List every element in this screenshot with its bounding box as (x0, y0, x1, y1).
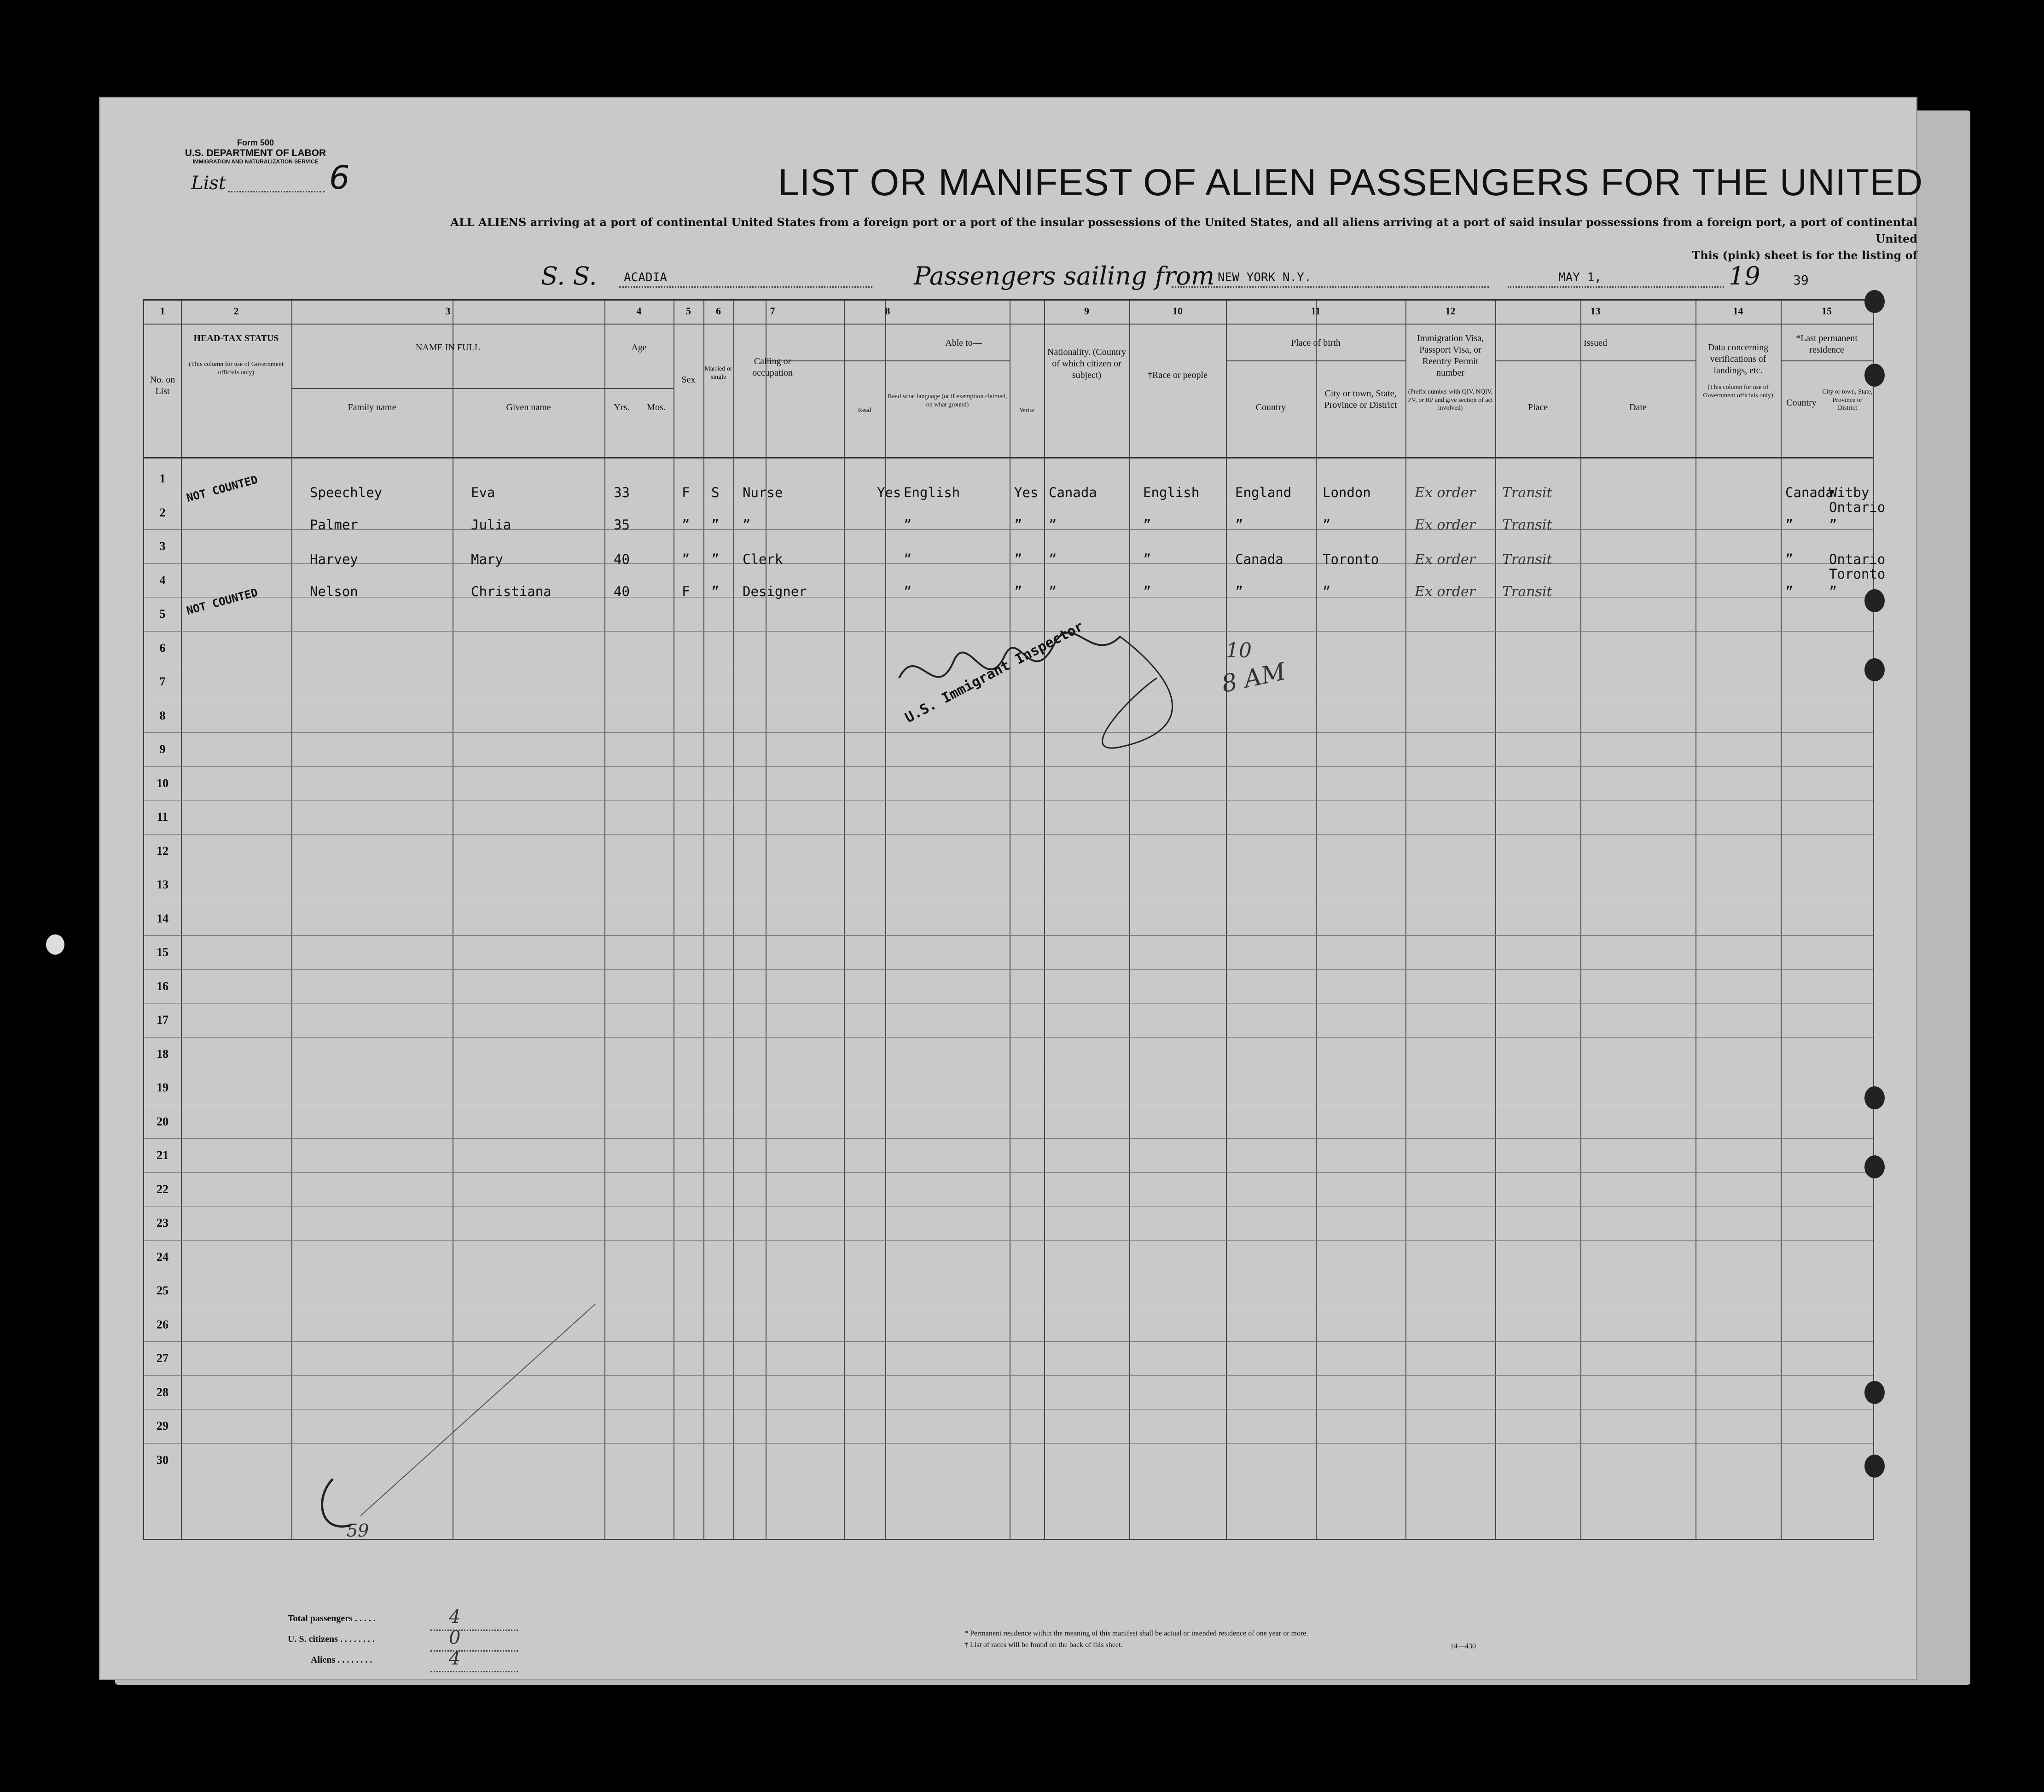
binder-hole (1864, 1381, 1885, 1404)
row-rule (144, 766, 1873, 767)
passenger-res-city1: Witby (1829, 485, 1870, 500)
row-number: 3 (159, 539, 166, 553)
inspector-time-note: 10 (1226, 639, 1252, 662)
row-number: 18 (157, 1047, 168, 1061)
intro-line-1: ALL ALIENS arriving at a port of continental United States from a foreign port or a port of the insular possessions of the United States, and all aliens arriving at a port of said insular possessions from a foreign port, a port of continental United (450, 215, 1917, 245)
binder-hole (1864, 364, 1885, 387)
list-underline (228, 191, 325, 192)
header-calling: Calling or occupation (752, 356, 793, 378)
us-citizens-value: 0 (449, 1627, 461, 1648)
column-number: 14 (1733, 305, 1743, 317)
passenger-race: ” (1143, 517, 1151, 533)
passenger-write: ” (1014, 551, 1022, 567)
year-suffix: 39 (1793, 273, 1809, 288)
year-prefix: 19 (1729, 261, 1760, 290)
row-number: 1 (159, 472, 166, 485)
col-divider (1405, 301, 1406, 1539)
total-passengers-label: Total passengers . . . . . (288, 1613, 376, 1624)
header-yrs: Yrs. (614, 402, 630, 412)
page-title: LIST OR MANIFEST OF ALIEN PASSENGERS FOR THE UNITED (778, 162, 1923, 203)
passenger-age: 33 (614, 485, 630, 500)
passenger-age: 35 (614, 517, 630, 533)
binder-hole (1864, 290, 1885, 313)
passenger-nationality: Canada (1049, 485, 1097, 500)
passenger-married: ” (711, 517, 720, 533)
col-divider (703, 301, 704, 1539)
intro-text (444, 214, 1917, 264)
header-race: †Race or people (1148, 370, 1208, 380)
row-number: 23 (157, 1216, 168, 1229)
header-write: Write (1019, 407, 1034, 414)
header-no-on-list: No. on List (150, 375, 175, 396)
passenger-sex: ” (682, 551, 690, 567)
passenger-race: English (1143, 485, 1200, 500)
not-counted-stamp: NOT COUNTED (185, 473, 259, 505)
header-head-tax-note: (This column for use of Government officials only) (189, 361, 284, 376)
manifest-table (143, 299, 1886, 1541)
sailing-label: Passengers sailing from (914, 261, 1215, 290)
row-number: 9 (159, 742, 166, 756)
header-head-tax: HEAD-TAX STATUS (193, 333, 279, 343)
passenger-given: Mary (471, 551, 503, 567)
row-number: 26 (157, 1317, 168, 1331)
passenger-race: ” (1143, 584, 1151, 599)
binder-hole (1864, 658, 1885, 681)
column-number: 4 (636, 305, 642, 317)
passenger-write: ” (1014, 517, 1022, 533)
header-birth-city: City or town, State, Province or District (1324, 389, 1397, 410)
column-number: 8 (885, 305, 890, 317)
row-number: 22 (157, 1182, 168, 1196)
passenger-birth-country: ” (1235, 517, 1243, 533)
form-code: 14—430 (1450, 1642, 1476, 1650)
header-issued: Issued (1583, 338, 1608, 348)
passenger-birth-city: ” (1323, 517, 1331, 533)
col-divider (733, 301, 734, 1539)
passenger-res-city1: Ontario (1829, 551, 1886, 567)
col-divider (1044, 301, 1045, 1539)
passenger-given: Eva (471, 485, 495, 500)
row-number: 8 (159, 708, 166, 722)
col-divider (844, 301, 845, 1539)
passenger-married: ” (711, 551, 720, 567)
row-number: 10 (157, 776, 168, 790)
row-number: 28 (157, 1385, 168, 1399)
row-number: 17 (157, 1013, 168, 1026)
row-number: 16 (157, 979, 168, 993)
passenger-write: Yes (1014, 485, 1039, 500)
manifest-sheet (99, 97, 1923, 1680)
header-sex: Sex (681, 375, 696, 385)
header-issued-place: Place (1527, 402, 1548, 412)
passenger-issued-place: Transit (1502, 584, 1552, 600)
header-family-name: Family name (348, 402, 396, 412)
margin-pencil-mark (282, 1221, 697, 1553)
passenger-nationality: ” (1049, 584, 1057, 599)
passenger-age: 40 (614, 584, 630, 599)
row-rule (144, 935, 1873, 936)
header-issued-date: Date (1629, 402, 1647, 412)
row-rule (144, 1172, 1873, 1173)
passenger-married: ” (711, 584, 720, 599)
header-data-note: (This column for use of Government officials only) (1703, 384, 1773, 399)
header-birth-country: Country (1255, 402, 1286, 412)
binder-hole (1864, 1455, 1885, 1478)
passenger-calling: Clerk (743, 551, 783, 567)
paper-fragment (46, 934, 64, 955)
header-bottom (144, 457, 1873, 458)
port-dotted-line (1172, 286, 1489, 288)
column-number: 11 (1311, 305, 1321, 317)
passenger-res-country: ” (1785, 584, 1794, 599)
footnote-races: † List of races will be found on the back of this sheet. (964, 1641, 1123, 1649)
column-number: 7 (770, 305, 775, 317)
passenger-language: ” (904, 584, 912, 599)
passenger-issued-place: Transit (1502, 551, 1552, 568)
footer (99, 1537, 1917, 1680)
aliens-value: 4 (449, 1648, 461, 1669)
list-number: 6 (329, 159, 350, 197)
passenger-birth-country: ” (1235, 584, 1243, 599)
sailing-date: MAY 1, (1558, 271, 1602, 284)
intro-line-2: This (pink) sheet is for the listing of (1692, 249, 1917, 262)
passenger-visa: Ex order (1415, 551, 1476, 568)
list-label: List (191, 173, 226, 194)
birth-subdivider (1226, 360, 1405, 361)
total-passengers-value: 4 (449, 1606, 461, 1628)
row-number: 14 (157, 911, 168, 925)
passenger-nationality: ” (1049, 551, 1057, 567)
aliens-label: Aliens . . . . . . . . (311, 1655, 372, 1665)
aliens-line (430, 1671, 518, 1672)
passenger-res-city2: Ontario (1829, 499, 1886, 515)
passenger-calling: Nurse (743, 485, 783, 500)
row-rule (144, 1138, 1873, 1139)
row-number: 30 (157, 1453, 168, 1467)
us-citizens-label: U. S. citizens . . . . . . . . (288, 1634, 375, 1644)
column-number: 1 (160, 305, 165, 317)
header-able-to: Able to— (945, 338, 982, 348)
header-age: Age (631, 342, 647, 353)
row-number: 19 (157, 1081, 168, 1094)
row-number: 20 (157, 1114, 168, 1128)
col-divider (1495, 301, 1496, 1539)
inspector-stamp: U.S. Immigrant Inspector (902, 618, 1086, 726)
passenger-res-country: ” (1785, 551, 1794, 567)
passenger-given: Christiana (471, 584, 552, 599)
name-subdivider (291, 388, 604, 389)
passenger-res-city2: Toronto (1829, 566, 1886, 582)
column-number: 3 (445, 305, 451, 317)
footnote-residence: * Permanent residence within the meaning of this manifest shall be actual or intended residence of one year or more. (964, 1630, 1308, 1637)
port-name: NEW YORK N.Y. (1218, 271, 1312, 284)
row-number: 13 (157, 878, 168, 891)
issued-subdivider (1495, 360, 1696, 361)
col-divider (1580, 301, 1581, 1539)
form-number: Form 500 (237, 138, 274, 147)
row-number: 7 (159, 675, 166, 688)
passenger-calling: ” (743, 517, 751, 533)
inspector-time-note: 8 AM (1219, 658, 1289, 698)
passenger-res-city1: ” (1829, 517, 1837, 533)
row-number: 6 (159, 641, 166, 655)
header-place-of-birth: Place of birth (1291, 338, 1341, 348)
passenger-family: Harvey (310, 551, 358, 567)
passenger-sex: F (682, 485, 690, 500)
passenger-issued-place: Transit (1502, 517, 1552, 533)
passenger-married: S (711, 485, 720, 500)
ship-dotted-line (619, 286, 872, 288)
citizens-line (430, 1650, 518, 1652)
binder-hole (1864, 1086, 1885, 1109)
row-number: 24 (157, 1250, 168, 1264)
row-number: 25 (157, 1284, 168, 1297)
department-name: U.S. DEPARTMENT OF LABOR (185, 147, 326, 158)
passenger-birth-country: England (1235, 485, 1292, 500)
column-number: 5 (686, 305, 691, 317)
age-subdivider (604, 388, 674, 389)
passenger-sex: ” (682, 517, 690, 533)
row-number: 12 (157, 844, 168, 858)
column-number: 6 (716, 305, 721, 317)
row-number: 27 (157, 1351, 168, 1365)
passenger-issued-place: Transit (1502, 485, 1552, 501)
passenger-visa: Ex order (1415, 485, 1476, 501)
residence-subdivider (1781, 360, 1873, 361)
header-res-city: City or town, State, Province or District (1822, 389, 1873, 412)
row-rule (144, 529, 1873, 530)
binder-hole (1864, 589, 1885, 612)
header-visa-note: (Prefix number with QIV, NQIV, PV, or RP and give section of act involved) (1408, 389, 1493, 412)
passenger-birth-city: ” (1323, 584, 1331, 599)
col-divider (1873, 301, 1874, 1539)
row-rule (144, 1037, 1873, 1038)
not-counted-stamp: NOT COUNTED (185, 586, 259, 618)
col-divider (1316, 301, 1317, 1539)
passenger-nationality: ” (1049, 517, 1057, 533)
header-read: Read (858, 407, 871, 414)
row-rule (144, 969, 1873, 970)
passenger-res-city1: ” (1829, 584, 1837, 599)
margin-number: 59 (347, 1520, 369, 1541)
header-mos: Mos. (647, 402, 666, 412)
passenger-write: ” (1014, 584, 1022, 599)
col-divider (1129, 301, 1130, 1539)
header-read-language: Read what language (or if exemption claimed, on what ground) (888, 393, 1007, 408)
col-divider (1781, 301, 1782, 1539)
passenger-res-country: ” (1785, 517, 1794, 533)
header-given-name: Given name (506, 402, 551, 412)
passenger-sex: F (682, 584, 690, 599)
passenger-calling: Designer (743, 584, 807, 599)
inspector-signature (881, 586, 1203, 761)
row-number: 11 (157, 810, 168, 824)
header-married: Married or single (704, 365, 732, 381)
header-divider (144, 324, 1873, 325)
passenger-res-country: Canada (1785, 485, 1834, 500)
passenger-read: Yes (877, 485, 901, 500)
column-number: 12 (1445, 305, 1456, 317)
passenger-family: Nelson (310, 584, 358, 599)
passenger-age: 40 (614, 551, 630, 567)
row-number: 29 (157, 1419, 168, 1432)
passenger-birth-city: Toronto (1323, 551, 1379, 567)
header-res-country: Country (1786, 398, 1817, 408)
total-line (430, 1630, 518, 1631)
row-number: 21 (157, 1148, 168, 1162)
col-divider (181, 301, 182, 1539)
column-number: 15 (1822, 305, 1832, 317)
date-dotted-line (1508, 286, 1724, 288)
col-divider (1226, 301, 1227, 1539)
passenger-given: Julia (471, 517, 511, 533)
column-number: 2 (233, 305, 239, 317)
passenger-visa: Ex order (1415, 584, 1476, 600)
passenger-birth-city: London (1323, 485, 1371, 500)
passenger-birth-country: Canada (1235, 551, 1283, 567)
ss-label: S. S. (541, 261, 597, 290)
header-nationality: Nationality. (Country of which citizen or subject) (1047, 347, 1126, 380)
row-number: 5 (159, 607, 166, 621)
passenger-visa: Ex order (1415, 517, 1476, 533)
row-number: 2 (159, 505, 166, 519)
service-name: IMMIGRATION AND NATURALIZATION SERVICE (192, 158, 319, 165)
binder-hole (1864, 1155, 1885, 1178)
column-number: 9 (1084, 305, 1089, 317)
passenger-language: ” (904, 517, 912, 533)
voyage-line (99, 258, 1917, 295)
header-visa: Immigration Visa, Passport Visa, or Reentry Permit number (1417, 333, 1484, 378)
passenger-family: Palmer (310, 517, 358, 533)
passenger-language: English (904, 485, 960, 500)
form-header (182, 138, 329, 165)
column-number: 13 (1590, 305, 1601, 317)
passenger-language: ” (904, 551, 912, 567)
passenger-race: ” (1143, 551, 1151, 567)
header-name-in-full: NAME IN FULL (416, 342, 480, 353)
able-subdivider (766, 360, 1010, 361)
header-last-residence: *Last permanent residence (1796, 333, 1858, 355)
ship-name: ACADIA (624, 271, 667, 284)
row-rule (144, 834, 1873, 835)
row-number: 15 (157, 945, 168, 959)
column-number: 10 (1173, 305, 1183, 317)
row-rule (144, 563, 1873, 564)
header-data-concerning: Data concerning verifications of landings, etc. (1707, 342, 1769, 376)
passenger-family: Speechley (310, 485, 383, 500)
row-number: 4 (159, 573, 166, 587)
